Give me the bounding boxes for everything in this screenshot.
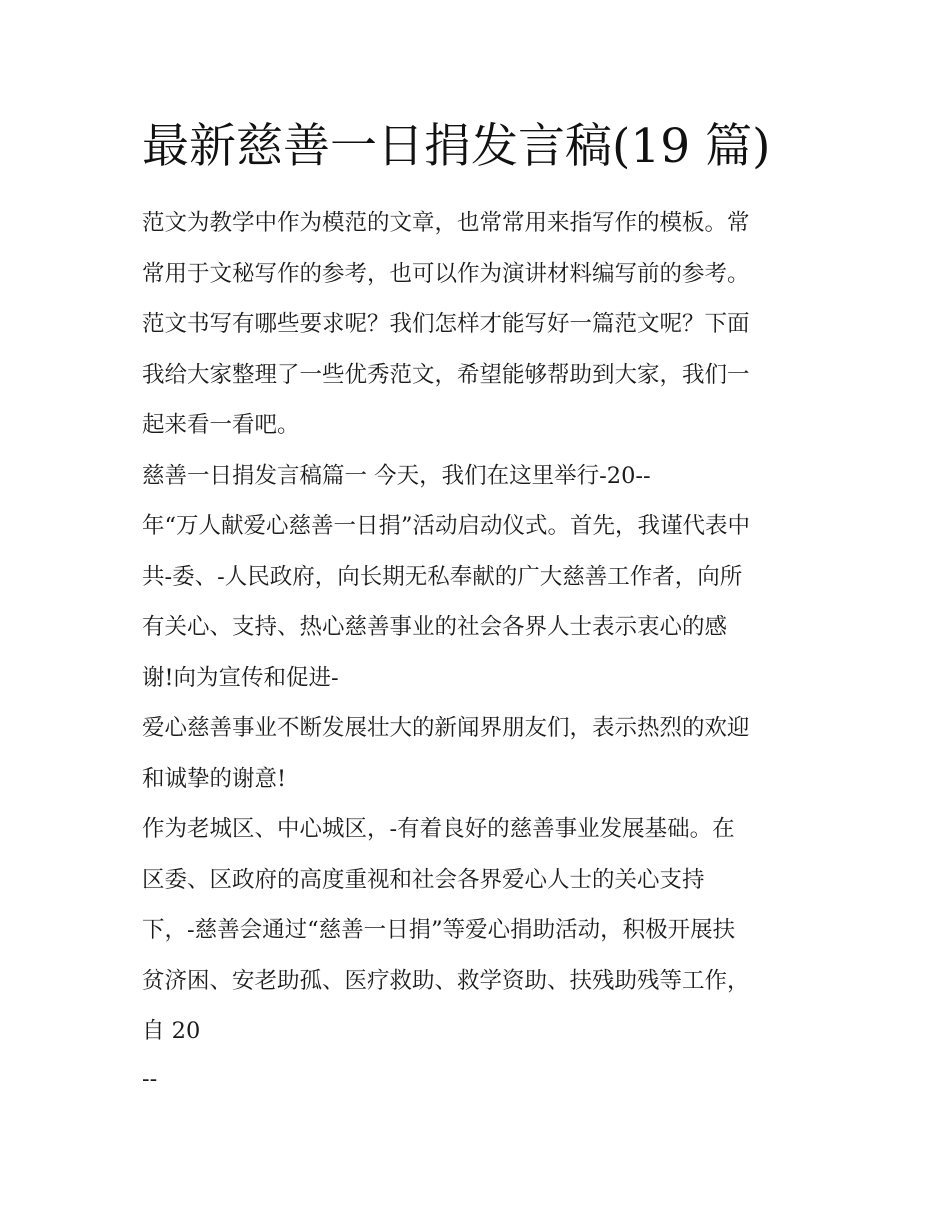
- body-line: 年“万人献爱心慈善一日捐”活动启动仪式。首先，我谨代表中: [142, 513, 751, 539]
- section-heading-line: 慈善一日捐发言稿篇一 今天，我们在这里举行-20--: [142, 463, 651, 489]
- body-line: 起来看一看吧。: [142, 412, 300, 438]
- body-line: 我给大家整理了一些优秀范文，希望能够帮助到大家，我们一: [142, 362, 750, 388]
- body-line: 共-委、-人民政府，向长期无私奉献的广大慈善工作者，向所: [142, 564, 743, 590]
- body-line: 作为老城区、中心城区，-有着良好的慈善事业发展基础。在: [142, 816, 735, 842]
- body-line: 爱心慈善事业不断发展壮大的新闻界朋友们，表示热烈的欢迎: [142, 715, 750, 741]
- body-line: 自 20: [142, 1018, 201, 1044]
- body-line: 范文为教学中作为模范的文章，也常常用来指写作的模板。常: [142, 210, 750, 236]
- body-line: 区委、区政府的高度重视和社会各界爱心人士的关心支持: [142, 867, 705, 893]
- body-line: 谢!向为宣传和促进-: [142, 665, 339, 691]
- document-title: 最新慈善一日捐发言稿(19 篇): [142, 119, 771, 174]
- body-line: 和诚挚的谢意!: [142, 766, 287, 792]
- body-line: 下，-慈善会通过“慈善一日捐”等爱心捐助活动，积极开展扶: [142, 917, 736, 943]
- body-line: 贫济困、安老助孤、医疗救助、救学资助、扶残助残等工作，: [142, 968, 750, 994]
- body-line: 范文书写有哪些要求呢？我们怎样才能写好一篇范文呢？下面: [142, 311, 750, 337]
- body-line: --: [142, 1066, 158, 1092]
- body-line: 有关心、支持、热心慈善事业的社会各界人士表示衷心的感: [142, 614, 728, 640]
- body-line: 常用于文秘写作的参考，也可以作为演讲材料编写前的参考。: [142, 261, 750, 287]
